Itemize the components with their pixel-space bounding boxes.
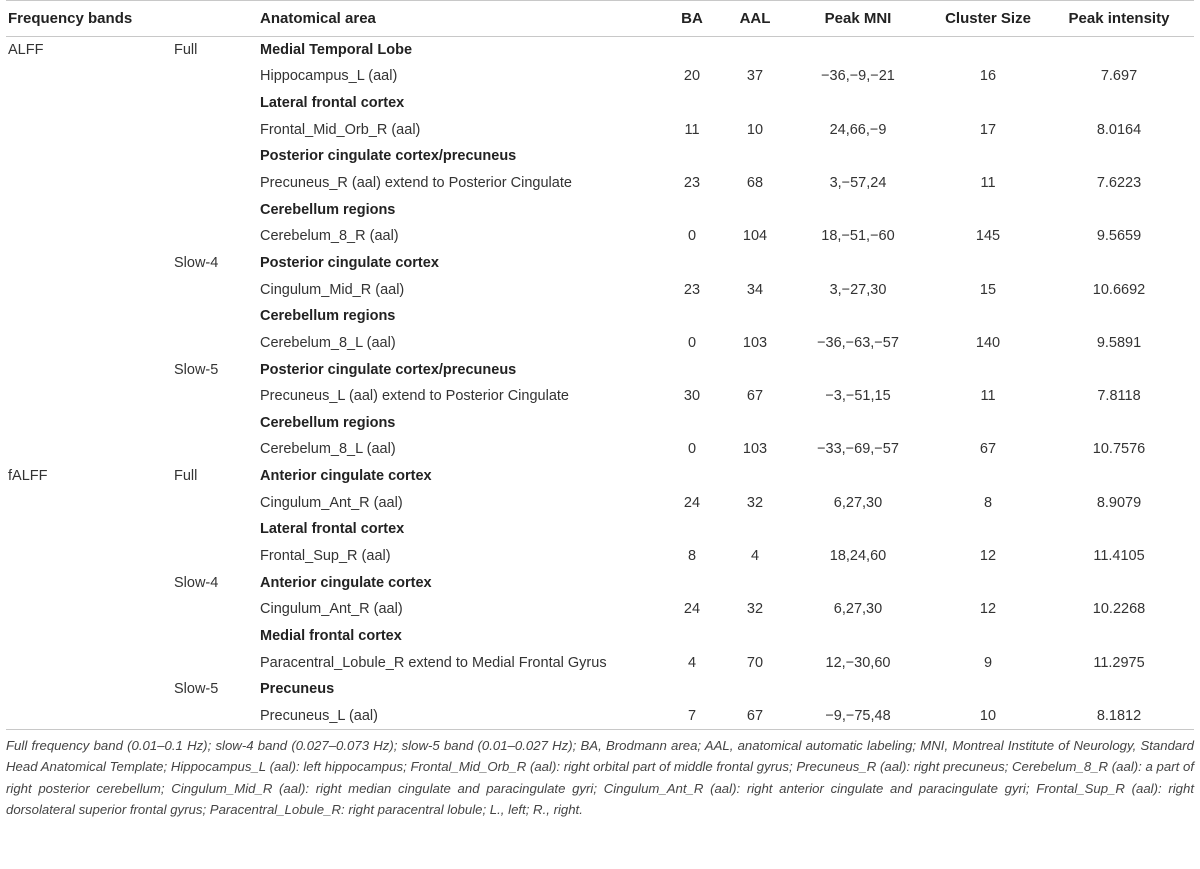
ba-cell — [658, 303, 726, 330]
measure-cell — [6, 383, 174, 410]
band-cell — [174, 196, 260, 223]
band-cell — [174, 543, 260, 570]
band-cell — [174, 516, 260, 543]
table-row — [6, 250, 1194, 277]
area-cell: Precuneus_L (aal) extend to Posterior Cingulate — [260, 388, 569, 405]
band-cell — [174, 649, 260, 676]
band-cell: Slow-4 — [174, 254, 219, 271]
aal-cell — [726, 303, 784, 330]
measure-cell — [6, 303, 174, 330]
band-cell: Full — [174, 42, 198, 59]
area-cell: Frontal_Sup_R (aal) — [260, 547, 391, 564]
measure-cell — [6, 143, 174, 170]
ba-cell — [658, 676, 726, 703]
cluster-size-cell — [932, 623, 1044, 650]
peak-mni-cell — [784, 516, 932, 543]
cluster-size-cell: 12 — [979, 547, 997, 564]
measure-cell — [6, 170, 174, 197]
table-row — [6, 196, 1194, 223]
cluster-size-cell: 11 — [980, 388, 996, 405]
table-row — [6, 276, 1194, 303]
region-heading-cell: Anterior cingulate cortex — [260, 574, 432, 591]
header-peak-intensity: Peak intensity — [1044, 1, 1194, 37]
aal-cell — [726, 356, 784, 383]
peak-mni-cell — [784, 196, 932, 223]
table-row — [6, 37, 1194, 64]
aal-cell: 32 — [746, 601, 764, 618]
cluster-size-cell: 10 — [932, 703, 1044, 730]
band-cell — [174, 276, 260, 303]
cluster-size-cell — [932, 196, 1044, 223]
ba-cell: 7 — [658, 703, 726, 730]
peak-mni-cell: −33,−69,−57 — [817, 441, 899, 458]
cluster-size-cell — [932, 409, 1044, 436]
peak-mni-cell: 3,−27,30 — [829, 281, 887, 298]
ba-cell — [658, 90, 726, 117]
ba-cell — [658, 623, 726, 650]
area-cell: Frontal_Mid_Orb_R (aal) — [260, 121, 421, 138]
peak-mni-cell: 12,−30,60 — [825, 654, 891, 671]
peak-intensity-cell — [1044, 250, 1194, 277]
area-cell: Cingulum_Mid_R (aal) — [260, 281, 405, 298]
table-row — [6, 649, 1194, 676]
ba-cell: 23 — [683, 175, 701, 192]
peak-intensity-cell: 7.697 — [1100, 68, 1138, 85]
aal-cell: 4 — [750, 547, 760, 564]
table-row — [6, 489, 1194, 516]
aal-cell: 34 — [746, 281, 764, 298]
peak-intensity-cell — [1044, 37, 1194, 64]
aal-cell — [726, 463, 784, 490]
peak-intensity-cell: 8.0164 — [1096, 121, 1142, 138]
aal-cell — [726, 143, 784, 170]
peak-intensity-cell — [1044, 143, 1194, 170]
peak-mni-cell: −36,−9,−21 — [821, 68, 895, 85]
peak-intensity-cell — [1044, 409, 1194, 436]
ba-cell: 20 — [683, 68, 701, 85]
table-row — [6, 330, 1194, 357]
aal-cell: 70 — [746, 654, 764, 671]
table-row — [6, 676, 1194, 703]
band-cell — [174, 436, 260, 463]
ba-cell: 0 — [687, 441, 697, 458]
peak-mni-cell — [784, 623, 932, 650]
band-cell — [174, 116, 260, 143]
cluster-size-cell: 9 — [983, 654, 993, 671]
measure-cell — [6, 649, 174, 676]
area-cell: Cerebelum_8_L (aal) — [260, 441, 396, 458]
peak-mni-cell — [784, 90, 932, 117]
peak-mni-cell — [784, 143, 932, 170]
ba-cell: 0 — [687, 334, 697, 351]
band-cell — [174, 223, 260, 250]
table-row — [6, 383, 1194, 410]
aal-cell: 68 — [746, 175, 764, 192]
region-heading-cell: Posterior cingulate cortex/precuneus — [260, 361, 517, 378]
peak-intensity-cell: 11.4105 — [1093, 547, 1145, 564]
area-cell: Cingulum_Ant_R (aal) — [260, 494, 403, 511]
ba-cell — [658, 569, 726, 596]
measure-cell — [6, 196, 174, 223]
table-row — [6, 223, 1194, 250]
ba-cell: 24 — [683, 601, 701, 618]
header-row — [6, 1, 1194, 37]
aal-cell: 67 — [746, 388, 764, 405]
peak-mni-cell: −3,−51,15 — [825, 388, 891, 405]
peak-intensity-cell: 7.6223 — [1096, 175, 1142, 192]
ba-cell — [658, 463, 726, 490]
header-peak-mni: Peak MNI — [784, 1, 932, 37]
table-row — [6, 543, 1194, 570]
ba-cell: 11 — [684, 121, 700, 138]
band-cell — [174, 596, 260, 623]
ba-cell: 0 — [687, 228, 697, 245]
band-cell — [174, 623, 260, 650]
table-body — [6, 37, 1194, 730]
cluster-size-cell: 12 — [979, 601, 997, 618]
peak-mni-cell — [784, 463, 932, 490]
peak-mni-cell — [784, 250, 932, 277]
peak-mni-cell: 24,66,−9 — [829, 121, 887, 138]
region-heading-cell: Precuneus — [260, 681, 335, 698]
aal-cell — [726, 250, 784, 277]
peak-intensity-cell: 10.7576 — [1092, 441, 1146, 458]
measure-cell — [6, 409, 174, 436]
aal-cell — [726, 90, 784, 117]
band-cell: Slow-5 — [174, 681, 219, 698]
area-cell: Cingulum_Ant_R (aal) — [260, 601, 403, 618]
area-cell: Precuneus_L (aal) — [260, 703, 658, 730]
band-cell: Slow-5 — [174, 361, 219, 378]
peak-mni-cell: −36,−63,−57 — [817, 334, 899, 351]
table-row — [6, 516, 1194, 543]
peak-intensity-cell — [1044, 569, 1194, 596]
measure-cell — [6, 489, 174, 516]
band-cell — [174, 170, 260, 197]
region-heading-cell: Anterior cingulate cortex — [260, 468, 432, 485]
band-cell — [174, 489, 260, 516]
area-cell: Cerebelum_8_R (aal) — [260, 228, 399, 245]
measure-cell — [6, 63, 174, 90]
region-heading-cell: Cerebellum regions — [260, 201, 396, 218]
cluster-size-cell: 140 — [975, 334, 1001, 351]
cluster-size-cell: 15 — [979, 281, 997, 298]
cluster-size-cell — [932, 37, 1044, 64]
header-aal: AAL — [726, 1, 784, 37]
aal-cell: 67 — [726, 703, 784, 730]
region-heading-cell: Lateral frontal cortex — [260, 521, 405, 538]
peak-mni-cell — [784, 569, 932, 596]
ba-cell — [658, 516, 726, 543]
aal-cell: 103 — [742, 441, 768, 458]
table-row — [6, 569, 1194, 596]
cluster-size-cell — [932, 303, 1044, 330]
ba-cell — [658, 356, 726, 383]
band-cell — [174, 143, 260, 170]
table-row — [6, 170, 1194, 197]
ba-cell: 24 — [683, 494, 701, 511]
band-cell — [174, 63, 260, 90]
results-table — [6, 0, 1194, 730]
peak-intensity-cell: 11.2975 — [1093, 654, 1145, 671]
region-heading-cell: Posterior cingulate cortex — [260, 254, 439, 271]
measure-cell: fALFF — [8, 468, 48, 485]
table-row — [6, 436, 1194, 463]
peak-intensity-cell — [1044, 90, 1194, 117]
aal-cell — [726, 569, 784, 596]
peak-mni-cell — [784, 37, 932, 64]
peak-intensity-cell: 7.8118 — [1097, 388, 1141, 405]
measure-cell — [6, 116, 174, 143]
peak-intensity-cell: 8.9079 — [1096, 494, 1142, 511]
header-cluster-size: Cluster Size — [932, 1, 1044, 37]
peak-mni-cell: 18,24,60 — [829, 547, 887, 564]
cluster-size-cell: 17 — [979, 121, 997, 138]
ba-cell: 23 — [683, 281, 701, 298]
region-heading-cell: Posterior cingulate cortex/precuneus — [260, 148, 517, 165]
peak-mni-cell — [784, 356, 932, 383]
band-cell: Full — [174, 468, 198, 485]
measure-cell — [6, 543, 174, 570]
band-cell — [174, 330, 260, 357]
aal-cell: 37 — [746, 68, 764, 85]
ba-cell — [658, 409, 726, 436]
measure-cell — [6, 90, 174, 117]
aal-cell — [726, 37, 784, 64]
region-heading-cell: Cerebellum regions — [260, 414, 396, 431]
cluster-size-cell — [932, 250, 1044, 277]
measure-cell — [6, 330, 174, 357]
cluster-size-cell — [932, 463, 1044, 490]
peak-intensity-cell — [1044, 196, 1194, 223]
peak-mni-cell: 6,27,30 — [833, 601, 883, 618]
table-row — [6, 409, 1194, 436]
region-heading-cell: Lateral frontal cortex — [260, 95, 405, 112]
table-row — [6, 143, 1194, 170]
table-row — [6, 703, 1194, 730]
peak-intensity-cell: 10.2268 — [1092, 601, 1146, 618]
band-cell — [174, 409, 260, 436]
measure-cell — [6, 703, 174, 730]
region-heading-cell: Medial frontal cortex — [260, 627, 402, 644]
peak-intensity-cell — [1044, 303, 1194, 330]
peak-intensity-cell: 9.5659 — [1096, 228, 1142, 245]
cluster-size-cell: 145 — [975, 228, 1001, 245]
aal-cell: 10 — [746, 121, 764, 138]
cluster-size-cell: 8 — [983, 494, 993, 511]
ba-cell: 4 — [687, 654, 697, 671]
aal-cell — [726, 409, 784, 436]
header-anatomical-area: Anatomical area — [260, 1, 658, 37]
aal-cell — [726, 516, 784, 543]
peak-mni-cell: 18,−51,−60 — [821, 228, 895, 245]
band-cell: Slow-4 — [174, 574, 219, 591]
header-frequency-bands: Frequency bands — [6, 1, 174, 37]
aal-cell — [726, 623, 784, 650]
cluster-size-cell — [932, 90, 1044, 117]
region-heading-cell: Cerebellum regions — [260, 308, 396, 325]
band-cell — [174, 303, 260, 330]
peak-intensity-cell — [1044, 676, 1194, 703]
aal-cell — [726, 676, 784, 703]
measure-cell — [6, 676, 174, 703]
measure-cell — [6, 436, 174, 463]
cluster-size-cell: 16 — [979, 68, 997, 85]
measure-cell — [6, 356, 174, 383]
measure-cell — [6, 276, 174, 303]
area-cell: Paracentral_Lobule_R extend to Medial Frontal Gyrus — [260, 654, 607, 671]
measure-cell: ALFF — [8, 42, 44, 59]
cluster-size-cell — [932, 569, 1044, 596]
peak-intensity-cell — [1044, 623, 1194, 650]
peak-intensity-cell: 8.1812 — [1044, 703, 1194, 730]
cluster-size-cell — [932, 676, 1044, 703]
peak-intensity-cell — [1044, 516, 1194, 543]
peak-mni-cell: −9,−75,48 — [784, 703, 932, 730]
measure-cell — [6, 223, 174, 250]
measure-cell — [6, 569, 174, 596]
peak-intensity-cell — [1044, 356, 1194, 383]
measure-cell — [6, 250, 174, 277]
ba-cell — [658, 250, 726, 277]
ba-cell: 8 — [687, 547, 697, 564]
cluster-size-cell — [932, 143, 1044, 170]
measure-cell — [6, 516, 174, 543]
aal-cell: 104 — [742, 228, 768, 245]
peak-mni-cell: 6,27,30 — [833, 494, 883, 511]
ba-cell — [658, 196, 726, 223]
region-heading-cell: Medial Temporal Lobe — [260, 42, 413, 59]
table-row — [6, 63, 1194, 90]
measure-cell — [6, 623, 174, 650]
band-cell — [174, 703, 260, 730]
cluster-size-cell: 11 — [980, 175, 996, 192]
header-ba: BA — [658, 1, 726, 37]
cluster-size-cell: 67 — [979, 441, 997, 458]
aal-cell: 103 — [742, 334, 768, 351]
peak-mni-cell — [784, 409, 932, 436]
area-cell: Precuneus_R (aal) extend to Posterior Cingulate — [260, 175, 572, 192]
header-spacer — [174, 1, 260, 37]
table-row — [6, 623, 1194, 650]
ba-cell — [658, 143, 726, 170]
peak-mni-cell — [784, 676, 932, 703]
ba-cell: 30 — [683, 388, 701, 405]
table-row — [6, 356, 1194, 383]
peak-mni-cell — [784, 303, 932, 330]
peak-intensity-cell: 10.6692 — [1092, 281, 1146, 298]
band-cell — [174, 90, 260, 117]
peak-mni-cell: 3,−57,24 — [829, 175, 887, 192]
band-cell — [174, 383, 260, 410]
table-row — [6, 303, 1194, 330]
area-cell: Hippocampus_L (aal) — [260, 68, 398, 85]
peak-intensity-cell — [1044, 463, 1194, 490]
table-footnote: Full frequency band (0.01–0.1 Hz); slow-4 band (0.027–0.073 Hz); slow-5 band (0.01–0.027 Hz); BA, Brodmann area; AAL, anatomical automatic labeling; MNI, Montreal Institute of Neurology, Standard Head Anatomical Template; Hippocampus_L (aal): left hippocampus; Frontal_Mid_Orb_R (aal): right orbital part of middle frontal gyrus; Precuneus_R (aal): right precuneus; Cerebelum_8_R (aal): a part of right posterior cerebellum; Cingulum_Mid_R (aal): right median cingulate and paracingulate gyri; Cingulum_Ant_R (aal): right anterior cingulate and paracingulate gyri; Frontal_Sup_R (aal): right dorsolateral superior frontal gyrus; Paracentral_Lobule_R: right paracentral lobule; L., left; R., right. — [6, 737, 1194, 818]
area-cell: Cerebelum_8_L (aal) — [260, 334, 396, 351]
peak-intensity-cell: 9.5891 — [1096, 334, 1142, 351]
cluster-size-cell — [932, 516, 1044, 543]
table-row — [6, 116, 1194, 143]
cluster-size-cell — [932, 356, 1044, 383]
measure-cell — [6, 596, 174, 623]
aal-cell — [726, 196, 784, 223]
aal-cell: 32 — [746, 494, 764, 511]
ba-cell — [658, 37, 726, 64]
table-row — [6, 90, 1194, 117]
table-row — [6, 596, 1194, 623]
table-row — [6, 463, 1194, 490]
